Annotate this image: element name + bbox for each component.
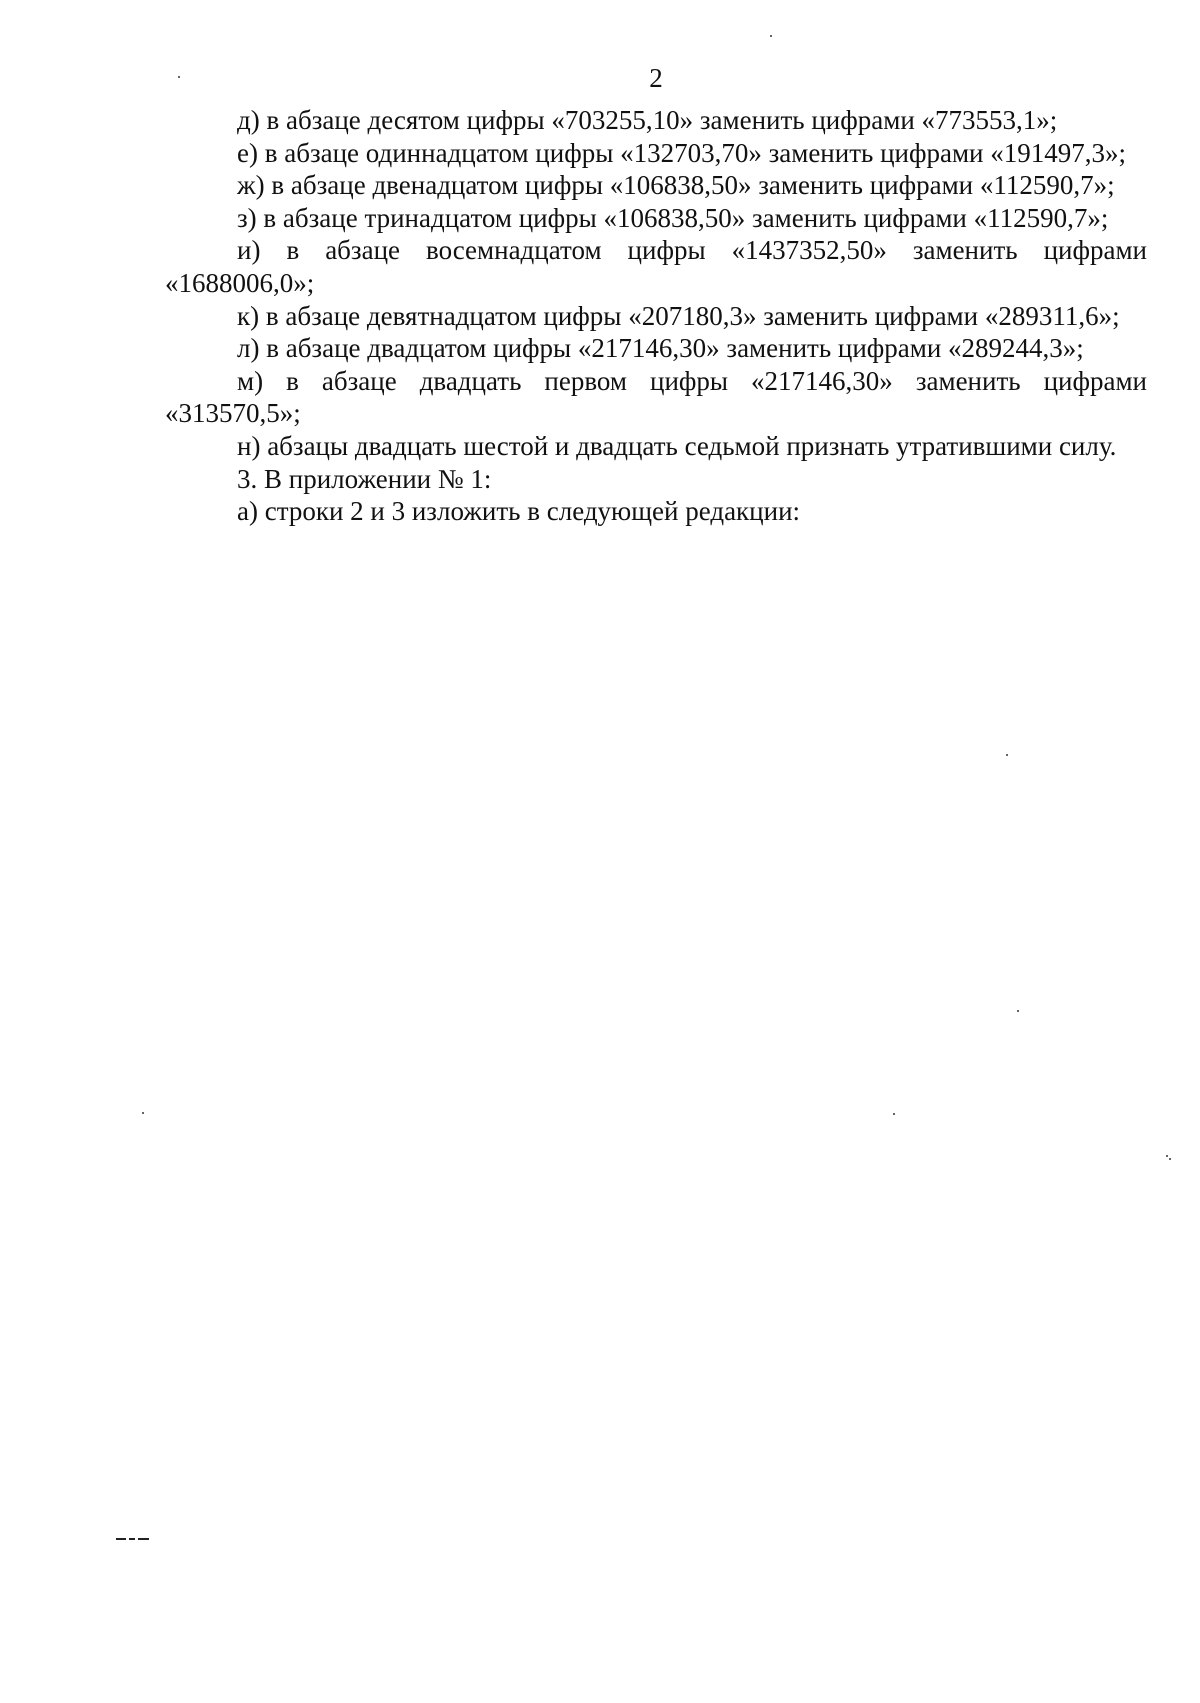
scan-speck — [1166, 1155, 1168, 1157]
paragraph-n: н) абзацы двадцать шестой и двадцать седьмой признать утратившими силу. — [237, 430, 1117, 461]
scan-speck — [1169, 1158, 1171, 1160]
paragraph-a: а) строки 2 и 3 изложить в следующей редакции: — [237, 496, 801, 527]
page-number: 2 — [649, 63, 663, 93]
paragraph-z: з) в абзаце тринадцатом цифры «106838,50» заменить цифрами «112590,7»; — [237, 202, 1109, 233]
paragraph-zh: ж) в абзаце двенадцатом цифры «106838,50» заменить цифрами «112590,7»; — [237, 170, 1115, 201]
paragraph-e: е) в абзаце одиннадцатом цифры «132703,70» заменить цифрами «191497,3»; — [237, 137, 1126, 168]
scan-mark — [116, 1538, 150, 1541]
scan-speck — [770, 35, 772, 37]
document-body — [165, 104, 1147, 528]
paragraph-i: и) в абзаце восемнадцатом цифры «1437352,50» заменить цифрами «1688006,0»; — [165, 235, 1147, 298]
scan-speck — [1006, 754, 1008, 756]
paragraph-m: м) в абзаце двадцать первом цифры «217146,30» заменить цифрами «313570,5»; — [165, 365, 1147, 429]
paragraph-l: л) в абзаце двадцатом цифры «217146,30» заменить цифрами «289244,3»; — [237, 333, 1084, 364]
section-3-heading: 3. В приложении № 1: — [237, 463, 492, 494]
paragraph-d: д) в абзаце десятом цифры «703255,10» заменить цифрами «773553,1»; — [237, 105, 1058, 135]
scan-speck — [178, 76, 180, 78]
paragraph-k: к) в абзаце девятнадцатом цифры «207180,3» заменить цифрами «289311,6»; — [237, 300, 1120, 331]
scan-speck — [1017, 1010, 1019, 1012]
scan-speck — [142, 1112, 144, 1114]
scan-speck — [893, 1113, 895, 1115]
